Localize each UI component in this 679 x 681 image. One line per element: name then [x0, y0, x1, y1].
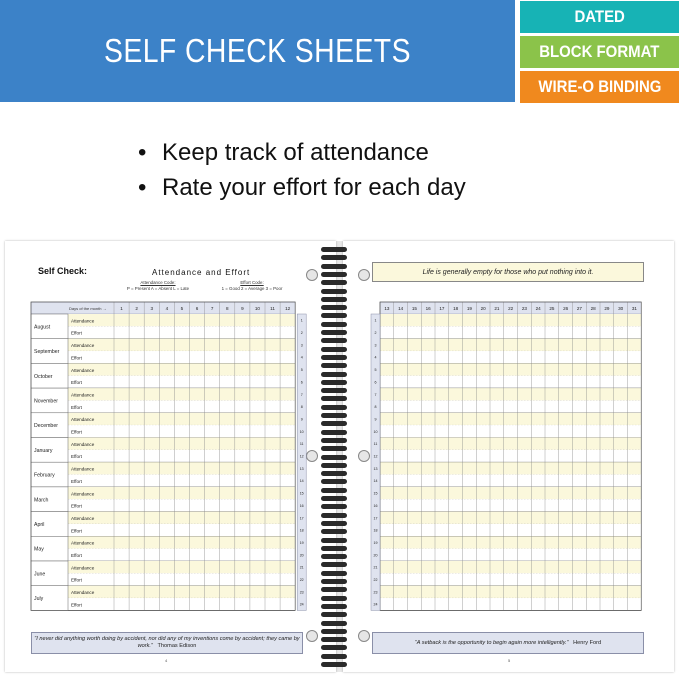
attendance-label: Attendance: [71, 540, 95, 546]
row-number: 11: [373, 442, 378, 447]
grid-row: [380, 598, 641, 610]
day-number: 1: [120, 306, 123, 311]
grid-row: [380, 549, 641, 561]
right-quote-box: [372, 632, 644, 654]
row-number: 3: [374, 343, 377, 348]
row-number: 17: [299, 516, 304, 521]
page-title: Self Check:: [38, 266, 88, 276]
day-number: 2: [135, 306, 138, 311]
row-number: 12: [299, 454, 304, 459]
grid-row: [68, 475, 295, 487]
tag-block-format-label: BLOCK FORMAT: [539, 42, 660, 61]
left-quote-author: Thomas Edison: [157, 643, 197, 649]
grid-row: [68, 598, 295, 610]
month-label: July: [34, 596, 44, 603]
day-number: 30: [618, 306, 624, 311]
grid-row: [380, 326, 641, 338]
row-number: 5: [300, 368, 303, 373]
attendance-label: Attendance: [71, 466, 95, 472]
grid-row: [68, 536, 295, 548]
day-number: 27: [576, 306, 582, 311]
grid-row: [68, 438, 295, 450]
grid-row: [68, 462, 295, 474]
day-number: 18: [453, 306, 459, 311]
row-number: 24: [299, 602, 304, 607]
month-label: May: [34, 546, 44, 553]
day-number: 16: [425, 306, 431, 311]
effort-label: Effort: [71, 553, 82, 558]
month-label: June: [34, 571, 46, 578]
row-number: 9: [374, 417, 377, 422]
grid-row: [68, 549, 295, 561]
days-header-label: Days of the month →: [69, 306, 107, 311]
attendance-code-text: P = Present A = Absent L = Late: [126, 286, 190, 291]
row-number: 24: [373, 602, 378, 607]
left-quote: [32, 636, 302, 650]
row-number: 18: [299, 528, 304, 533]
row-number: 3: [300, 343, 303, 348]
grid-row: [68, 450, 295, 462]
month-label: September: [34, 349, 60, 356]
tag-dated-label: DATED: [574, 7, 625, 26]
row-number: 14: [299, 479, 304, 484]
day-number: 20: [480, 306, 486, 311]
day-number: 21: [494, 306, 500, 311]
attendance-label: Attendance: [71, 367, 95, 373]
row-number: 5: [374, 368, 377, 373]
attendance-label: Attendance: [71, 590, 95, 596]
row-number: 2: [300, 331, 303, 336]
row-number: 13: [299, 466, 304, 471]
grid-row: [380, 363, 641, 375]
grid-row: [68, 314, 295, 326]
grid-row: [380, 351, 641, 363]
grid-row: [68, 363, 295, 375]
day-number: 28: [590, 306, 596, 311]
grid-row: [68, 326, 295, 338]
day-number: 6: [195, 306, 199, 311]
row-number: 4: [300, 355, 303, 360]
grid-row: [68, 499, 295, 511]
row-number: 20: [373, 553, 378, 558]
grid-row: [68, 561, 295, 573]
row-number: 6: [374, 380, 377, 385]
day-number: 22: [508, 306, 514, 311]
row-number: 1: [300, 318, 303, 323]
grid-row: [380, 586, 641, 598]
effort-label: Effort: [71, 404, 82, 410]
day-number: 14: [398, 306, 404, 311]
grid-row: [68, 524, 295, 536]
attendance-label: Attendance: [71, 343, 95, 349]
grid-row: [68, 351, 295, 363]
row-number: 1: [374, 318, 377, 323]
row-number: 8: [374, 405, 377, 410]
day-number: 13: [384, 306, 390, 311]
row-number: 10: [373, 429, 378, 434]
row-number: 2: [374, 331, 377, 336]
grid-row: [380, 487, 641, 499]
day-number: 10: [254, 306, 261, 311]
effort-label: Effort: [71, 380, 82, 386]
grid-row: [380, 561, 641, 573]
right-quote-author: Henry Ford: [573, 639, 602, 646]
attendance-label: Attendance: [71, 491, 95, 497]
grid-row: [380, 524, 641, 536]
effort-label: Effort: [71, 503, 82, 509]
effort-label: Effort: [71, 528, 82, 534]
top-quote: Life is generally empty for those who put nothing into it.: [372, 262, 644, 282]
row-number: 13: [373, 466, 378, 471]
feature-item: • Keep track of attendance: [138, 136, 466, 171]
row-number: 23: [299, 590, 304, 595]
grid-row: [380, 438, 641, 450]
row-number: 18: [373, 528, 378, 533]
day-number: 12: [285, 306, 291, 311]
right-quote: [415, 640, 601, 647]
day-number: 19: [466, 306, 472, 311]
day-number: 26: [563, 306, 569, 311]
effort-code-text: 1 = Good 2 = Average 3 = Poor: [221, 286, 283, 291]
grid-row: [380, 573, 641, 585]
day-number: 29: [604, 306, 610, 311]
row-number: 12: [373, 454, 378, 459]
day-number: 15: [411, 306, 417, 311]
attendance-label: Attendance: [71, 515, 95, 521]
row-number: 20: [299, 553, 304, 558]
grid-row: [68, 400, 295, 412]
day-number: 31: [631, 306, 637, 311]
month-label: August: [34, 324, 51, 331]
grid-row: [68, 339, 295, 351]
row-number: 21: [373, 565, 378, 570]
grid-row: [380, 462, 641, 474]
grid-row: [68, 376, 295, 388]
feature-item: • Rate your effort for each day: [138, 171, 466, 206]
month-label: January: [34, 447, 53, 454]
grid-row: [68, 586, 295, 598]
month-label: April: [34, 521, 45, 528]
grid-row: [380, 413, 641, 425]
day-number: 9: [241, 306, 244, 311]
grid-row: [380, 475, 641, 487]
row-number: 10: [299, 429, 304, 434]
month-label: October: [34, 373, 53, 380]
effort-label: Effort: [71, 478, 82, 484]
row-number: 16: [373, 503, 378, 508]
row-number: 16: [299, 503, 304, 508]
row-number: 11: [299, 442, 304, 447]
month-label: November: [34, 398, 58, 405]
grid-row: [380, 376, 641, 388]
effort-label: Effort: [71, 330, 82, 336]
row-number: 23: [373, 590, 378, 595]
day-number: 24: [535, 306, 541, 311]
row-number: 22: [373, 578, 378, 583]
right-quote-text: “A setback is the opportunity to begin again more intelligently.”: [414, 639, 569, 646]
day-number: 25: [549, 306, 555, 311]
banner-title: SELF CHECK SHEETS: [104, 32, 411, 69]
day-number: 11: [270, 306, 275, 311]
row-number: 8: [300, 405, 303, 410]
effort-code-heading: Effort Code:: [240, 280, 264, 285]
attendance-label: Attendance: [71, 392, 95, 398]
day-number: 4: [165, 306, 169, 311]
grid-row: [380, 536, 641, 548]
row-number: 22: [299, 578, 304, 583]
grid-row: [68, 425, 295, 437]
grid-row: [380, 499, 641, 511]
row-number: 7: [374, 392, 377, 397]
day-number: 23: [521, 306, 527, 311]
row-number: 6: [300, 380, 303, 385]
row-number: 19: [373, 540, 378, 545]
grid-row: [380, 314, 641, 326]
month-label: February: [34, 472, 55, 479]
grid-row: [68, 413, 295, 425]
grid-row: [68, 512, 295, 524]
attendance-label: Attendance: [71, 565, 95, 571]
day-number: 7: [210, 306, 214, 311]
effort-label: Effort: [71, 602, 82, 608]
tag-wire-o-binding-label: WIRE-O BINDING: [537, 77, 662, 96]
effort-label: Effort: [71, 429, 82, 435]
row-number: 7: [300, 392, 303, 397]
page-subtitle: Attendance and Effort: [152, 268, 251, 277]
day-number: 5: [180, 306, 184, 311]
row-number: 21: [299, 565, 304, 570]
day-number: 8: [225, 306, 229, 311]
attendance-label: Attendance: [71, 417, 95, 423]
grid-row: [380, 400, 641, 412]
attendance-label: Attendance: [71, 318, 95, 324]
grid-row: [380, 339, 641, 351]
effort-label: Effort: [71, 454, 82, 460]
row-number: 4: [374, 355, 377, 360]
grid-row: [68, 388, 295, 400]
left-quote-box: [31, 632, 303, 654]
month-label: March: [34, 497, 49, 504]
row-number: 9: [300, 417, 303, 422]
right-page-number: 5: [508, 658, 511, 663]
effort-label: Effort: [71, 355, 82, 361]
left-page-number: 4: [165, 658, 168, 663]
grid-row: [380, 388, 641, 400]
day-number: 17: [439, 306, 445, 311]
row-number: 15: [299, 491, 304, 496]
row-number: 17: [373, 516, 378, 521]
grid-row: [68, 487, 295, 499]
row-number: 19: [299, 540, 304, 545]
grid-row: [68, 573, 295, 585]
attendance-label: Attendance: [71, 441, 95, 447]
row-number: 15: [373, 491, 378, 496]
day-number: 3: [150, 306, 154, 311]
month-label: December: [34, 423, 58, 430]
grid-row: [380, 425, 641, 437]
effort-label: Effort: [71, 577, 82, 583]
attendance-code-heading: Attendance Code:: [140, 280, 176, 285]
left-quote-text: “I never did anything worth doing by accident, nor did any of my inventions come by accident; they came by work.”: [34, 636, 300, 649]
grid-row: [380, 512, 641, 524]
grid-row: [380, 450, 641, 462]
row-number: 14: [373, 479, 378, 484]
